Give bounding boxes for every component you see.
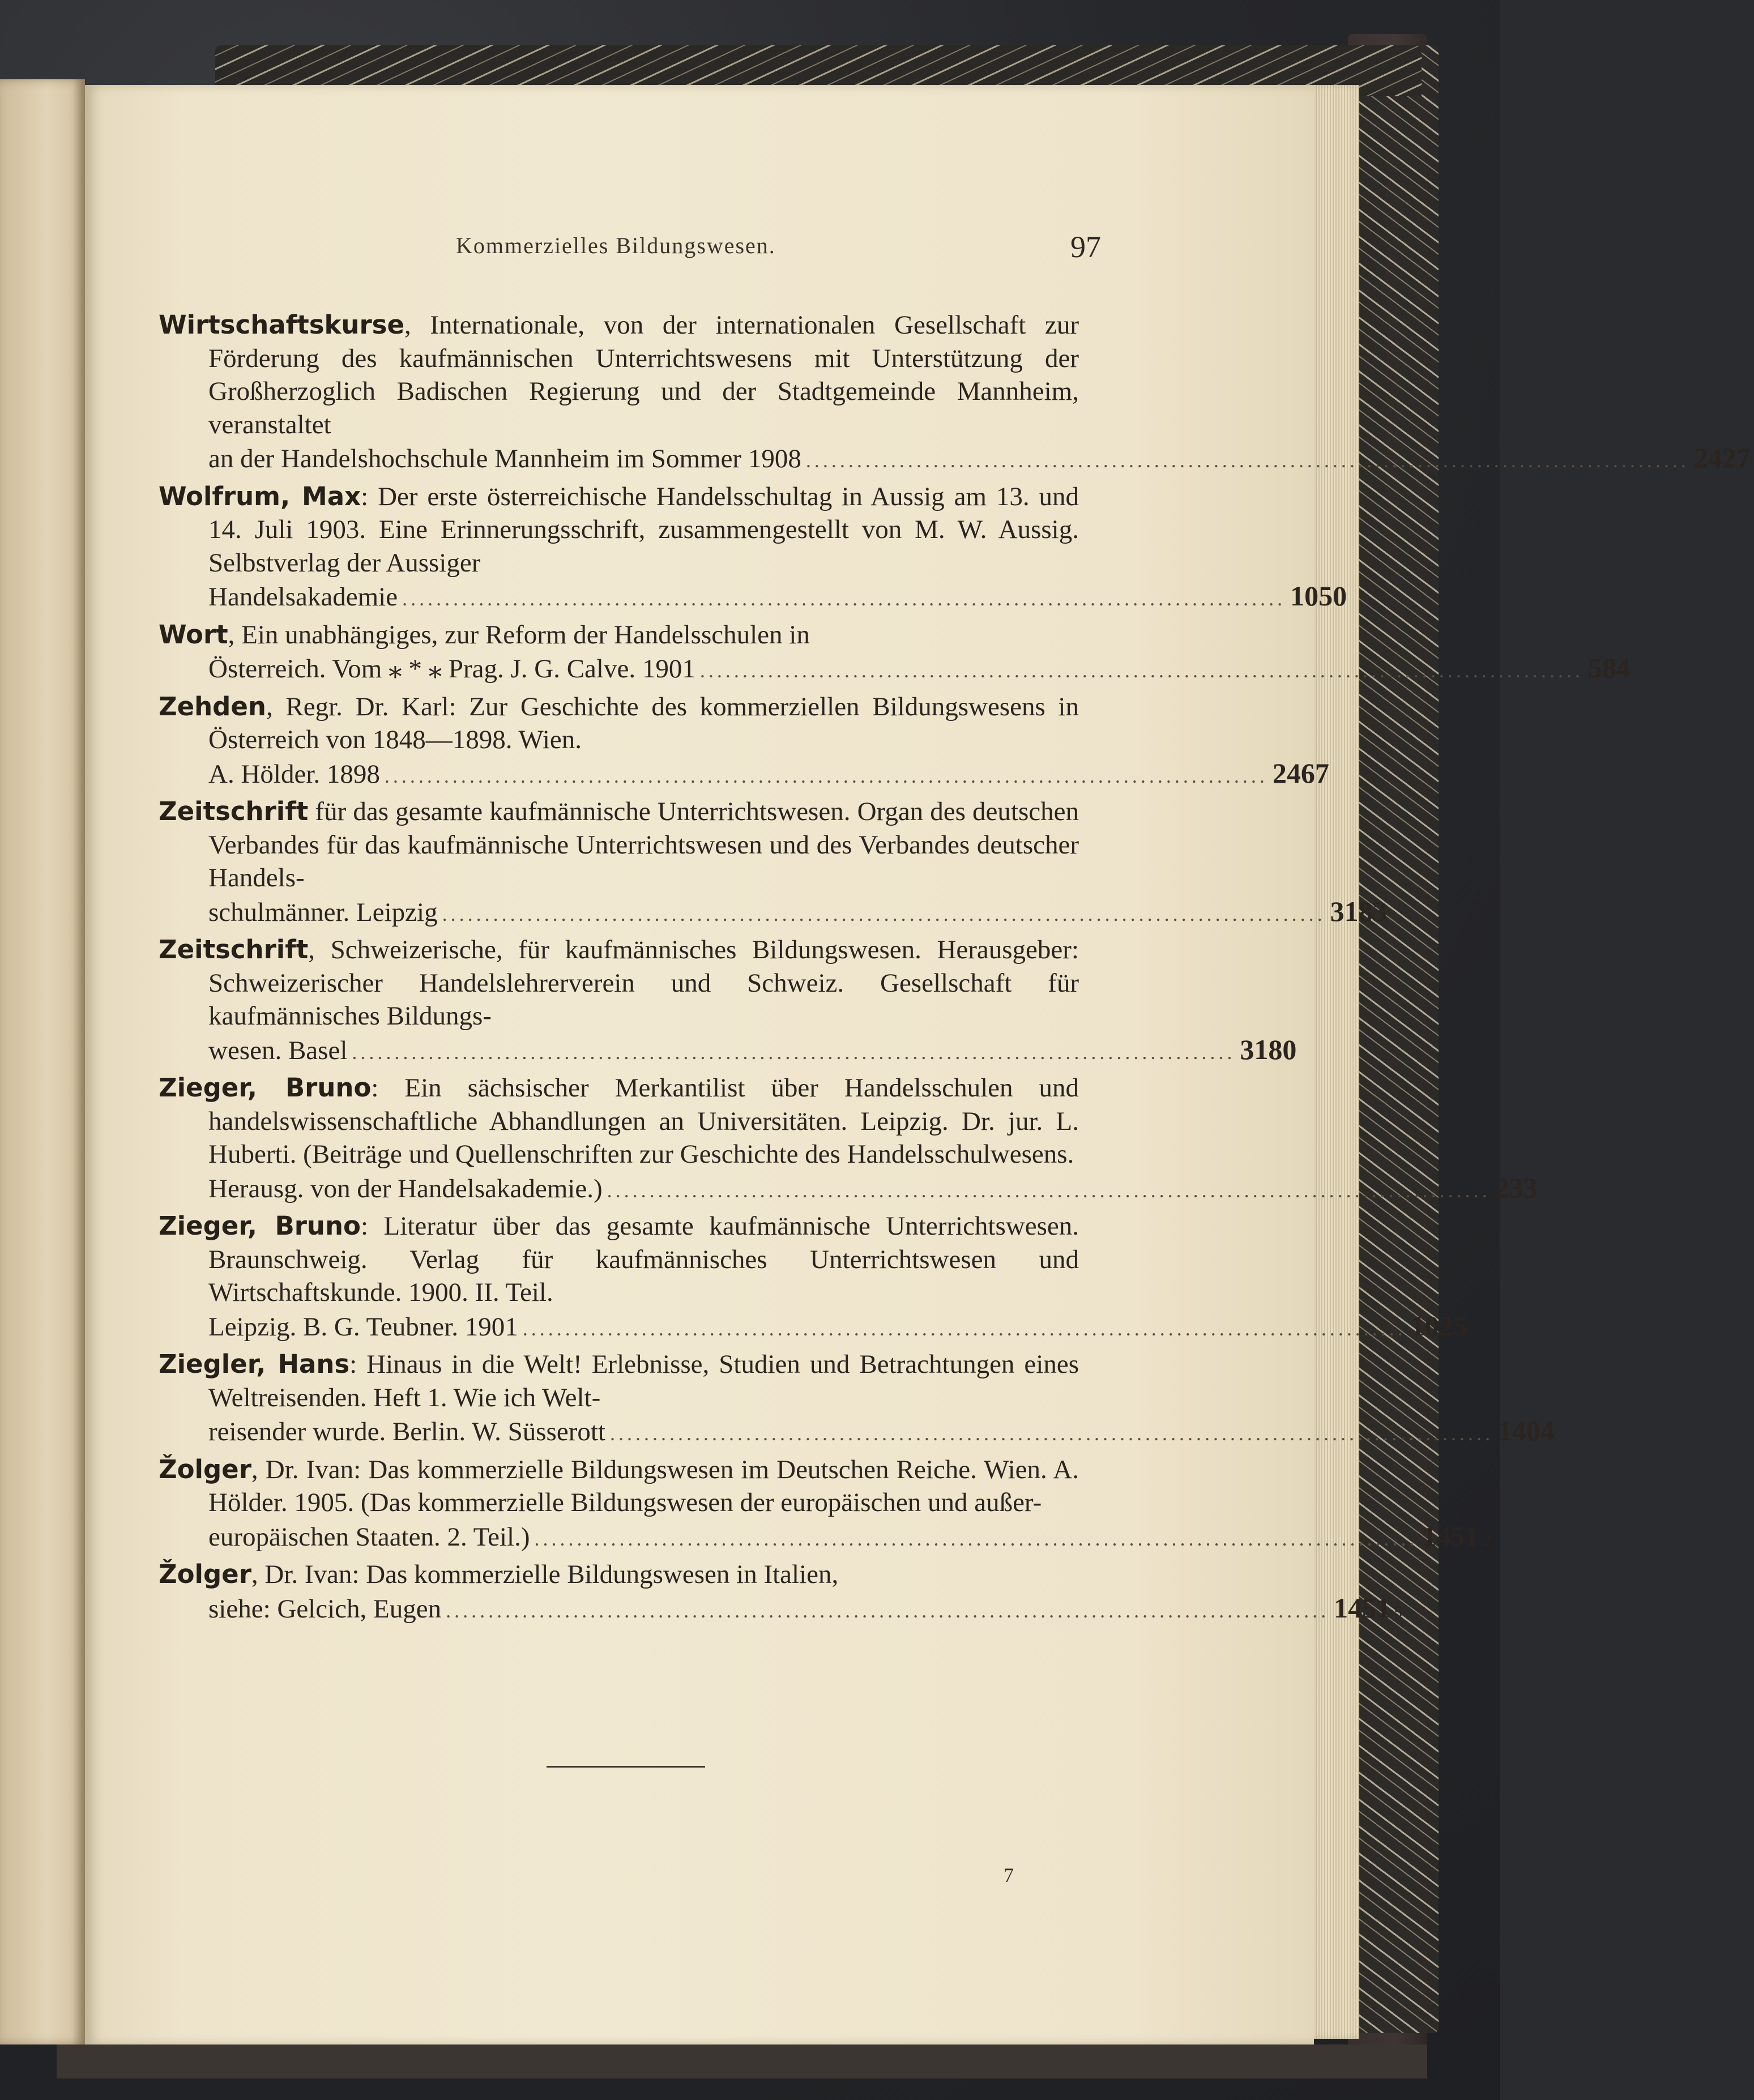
leader-dots: ........................................................................................................ [446, 1599, 1330, 1622]
entry-last-line: A. Hölder. 1898 [208, 759, 380, 789]
running-title: Kommerzielles Bildungswesen. [456, 233, 776, 258]
entry-author: Zeitschrift [159, 934, 309, 964]
entry-last-line: Herausg. von der Handelsakademie.) [208, 1173, 603, 1203]
entry-author: Žolger [159, 1559, 251, 1589]
leader-dots: ........................................................................................................ [402, 587, 1286, 610]
entry-number: 1050 [1290, 580, 1347, 612]
entry-author: Wort [159, 619, 228, 650]
bibliography-entry [159, 309, 1751, 479]
entry-author: Wolfrum, Max [159, 481, 361, 511]
entry-number: 584 [1587, 652, 1631, 684]
entry-last-line: Österreich. Vom ⁎ * ⁎ Prag. J. G. Calve. 1901 [208, 654, 695, 684]
leader-dots: ........................................................................................................ [805, 449, 1689, 472]
cover-bottom-edge [57, 2044, 1427, 2078]
entry-number: 1451 [1334, 1591, 1391, 1624]
bibliography-entry [159, 933, 1297, 1070]
entry-body: : Ein sächsischer Merkantilist über Handelsschulen und handelswissenschaftliche Abhandlungen an Universitäten. Leipzig. Dr. jur. L. Huberti. (Beiträge und Quellenschriften zur Geschichte des Handelsschulwesens. [208, 1073, 1079, 1169]
entry-number: 3183 [1330, 895, 1387, 927]
entry-body: für das gesamte kaufmännische Unterrichtswesen. Organ des deutschen Verbandes für das kaufmännische Unterrichtswesen und des Verbandes deutscher Handels- [208, 797, 1079, 893]
entry-last-line: siehe: Gelcich, Eugen [208, 1594, 442, 1624]
bibliography-entry [159, 795, 1387, 932]
entry-last-line: schulmänner. Leipzig [208, 897, 438, 927]
bibliography-entry [159, 618, 1631, 689]
entry-number: 1404 [1497, 1415, 1555, 1446]
leader-dots: ........................................................................................................ [534, 1527, 1418, 1550]
entry-author: Wirtschaftskurse [159, 310, 404, 340]
bibliography-entry [159, 1453, 1491, 1557]
closing-rule [547, 1766, 705, 1768]
entry-body: : Hinaus in die Welt! Erlebnisse, Studien und Betrachtungen eines Weltreisenden. Heft 1. Wie ich Welt- [208, 1350, 1079, 1412]
entry-last-line: europäischen Staaten. 2. Teil.) [208, 1522, 530, 1552]
bibliography-entry [159, 1558, 1403, 1629]
signature-mark: 7 [1004, 1864, 1014, 1886]
leader-dots: ........................................................................................................ [352, 1040, 1236, 1064]
entry-last-line: Leipzig. B. G. Teubner. 1901 [208, 1312, 518, 1342]
entry-last-line: wesen. Basel [208, 1035, 348, 1065]
entry-author: Zeitschrift [159, 796, 309, 826]
leader-dots: ........................................................................................................ [522, 1317, 1406, 1340]
entry-number-suffix: 2 [1482, 1530, 1491, 1550]
entry-number: 2427 [1693, 442, 1751, 473]
entry-number: 3180 [1240, 1033, 1297, 1065]
bibliography-entry [159, 1210, 1467, 1347]
bibliography-entry [159, 1348, 1555, 1452]
entry-body: , Regr. Dr. Karl: Zur Geschichte des kommerziellen Bildungswesens in Österreich von 1848—1898. Wien. [208, 692, 1079, 754]
entry-author: Ziegler, Hans [159, 1349, 350, 1379]
entry-body: , Dr. Ivan: Das kommerzielle Bildungswesen in Italien, [251, 1560, 839, 1589]
entry-last-line: an der Handelshochschule Mannheim im Sommer 1908 [208, 444, 801, 473]
entry-number: 233 [1495, 1171, 1538, 1203]
entry-author: Zieger, Bruno [159, 1073, 372, 1103]
bibliography-entry [159, 480, 1347, 617]
leader-dots: ........................................................................................................ [442, 902, 1326, 925]
entry-author: Žolger [159, 1454, 251, 1484]
leader-dots: ........................................................................................................ [699, 659, 1584, 682]
page-block-edges [1308, 85, 1359, 2039]
entry-last-line: Handelsakademie [208, 582, 398, 612]
entry-body: , Dr. Ivan: Das kommerzielle Bildungswesen im Deutschen Reiche. Wien. A. Hölder. 1905. (Das kommerzielle Bildungswesen der europäischen und außer- [208, 1454, 1079, 1517]
page-number: 97 [1070, 230, 1101, 264]
bibliography-entry [159, 690, 1329, 795]
entry-body: : Der erste österreichische Handelsschultag in Aussig am 13. und 14. Juli 1903. Eine Erinnerungsschrift, zusammengestellt von M. W. Aussig. Selbstverlag der Aussiger [208, 481, 1079, 578]
entry-number-suffix: 5 [1394, 1602, 1403, 1621]
entry-body: , Internationale, von der internationalen Gesellschaft zur Förderung des kaufmännischen Unterrichtswesens mit Unterstützung der Großherzoglich Badischen Regierung und der Stadtgemeinde Mannheim, veranstaltet [208, 310, 1079, 439]
entry-number: 1025 [1410, 1309, 1467, 1342]
entry-author: Zieger, Bruno [159, 1211, 361, 1241]
bibliography-list [159, 309, 1751, 1630]
entry-number: 2467 [1272, 757, 1329, 789]
facing-page-edge [0, 79, 85, 2044]
leader-dots: ........................................................................................................ [607, 1179, 1491, 1202]
entry-last-line: reisender wurde. Berlin. W. Süsserott [208, 1417, 605, 1446]
leader-dots: ........................................................................................................ [384, 764, 1268, 787]
leader-dots: ........................................................................................................ [609, 1422, 1493, 1445]
entry-author: Zehden [159, 691, 266, 722]
entry-body: , Ein unabhängiges, zur Reform der Handelsschulen in [228, 620, 810, 650]
bibliography-entry [159, 1072, 1538, 1209]
entry-body: , Schweizerische, für kaufmännisches Bildungswesen. Herausgeber: Schweizerischer Handelslehrerverein und Schweiz. Gesellschaft für kaufmännisches Bildungs- [208, 935, 1079, 1031]
entry-number: 1451 [1422, 1519, 1479, 1552]
entry-body: : Literatur über das gesamte kaufmännische Unterrichtswesen. Braunschweig. Verlag für kaufmännisches Unterrichtswesen und Wirtschaftskunde. 1900. II. Teil. [208, 1211, 1079, 1307]
